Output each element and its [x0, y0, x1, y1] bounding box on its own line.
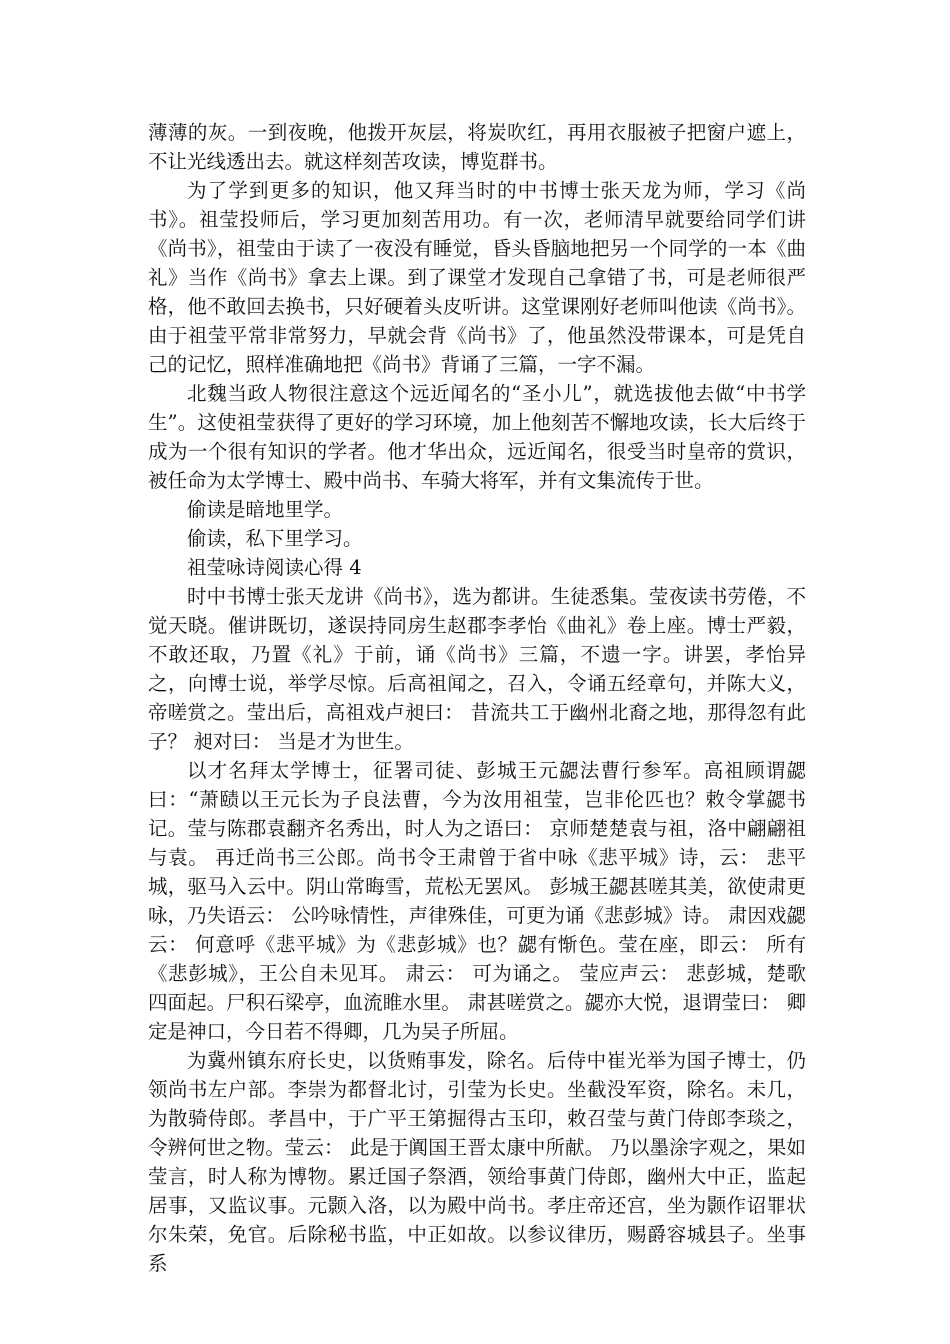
section-heading: 祖莹咏诗阅读心得 4	[187, 556, 362, 579]
paragraph: 偷读是暗地里学。	[187, 498, 344, 521]
paragraph: 北魏当政人物很注意这个远近闻名的“圣小儿”，就选拔他去做“中书学生”。这使祖莹获得了更好的学习环境，加上他刻苦不懈地攻读，长大后终于成为一个很有知识的学者。他才华出众，远近闻名，很受当时皇帝的赏识，被任命为太学博士、殿中尚书、车骑大将军，并有文集流传于世。	[148, 382, 806, 492]
paragraph: 偷读，私下里学习。	[187, 527, 363, 550]
paragraph: 以才名拜太学博士，征署司徒、彭城王元勰法曹行参军。高祖顾谓勰曰：“萧赜以王元长为子良法曹，今为汝用祖莹，岂非伦匹也？敕令掌勰书记。莹与陈郡袁翻齐名秀出，时人为之语曰： 京师楚楚袁与祖，洛中翩翩祖与袁。 再迁尚书三公郎。尚书令王肃曾于省中咏《悲平城》诗，云： 悲平城，驱马入云中。阴山常晦雪，荒松无罢风。 彭城王勰甚嗟其美，欲使肃更咏，乃失语云： 公吟咏情性，声律殊佳，可更为诵《悲彭城》诗。 肃因戏勰云： 何意呼《悲平城》为《悲彭城》也？勰有惭色。莹在座，即云： 所有《悲彭城》，王公自未见耳。 肃云： 可为诵之。 莹应声云： 悲彭城，楚歌四面起。尸积石梁亭，血流睢水里。 肃甚嗟赏之。勰亦大悦，退谓莹曰： 卿定是神口，今日若不得卿，几为吴子所屈。	[148, 759, 806, 1043]
document-body	[148, 118, 806, 1278]
paragraph: 为了学到更多的知识，他又拜当时的中书博士张天龙为师，学习《尚书》。祖莹投师后，学习更加刻苦用功。有一次，老师清早就要给同学们讲《尚书》，祖莹由于读了一夜没有睡觉，昏头昏脑地把另一个同学的一本《曲礼》当作《尚书》拿去上课。到了课堂才发现自己拿错了书，可是老师很严格，他不敢回去换书，只好硬着头皮听讲。这堂课刚好老师叫他读《尚书》。由于祖莹平常非常努力，早就会背《尚书》了，他虽然没带课本，可是凭自己的记忆，照样准确地把《尚书》背诵了三篇，一字不漏。	[148, 179, 806, 376]
paragraph: 薄薄的灰。一到夜晚，他拨开灰层，将炭吹红，再用衣服被子把窗户遮上，不让光线透出去。就这样刻苦攻读，博览群书。	[148, 121, 806, 173]
paragraph: 时中书博士张天龙讲《尚书》，选为都讲。生徒悉集。莹夜读书劳倦，不觉天晓。催讲既切，遂误持同房生赵郡李孝怡《曲礼》卷上座。博士严毅，不敢还取，乃置《礼》于前，诵《尚书》三篇，不遗一字。讲罢，孝怡异之，向博士说，举学尽惊。后高祖闻之，召入，令诵五经章句，并陈大义，帝嗟赏之。莹出后，高祖戏卢昶曰： 昔流共工于幽州北裔之地，那得忽有此子？ 昶对曰： 当是才为世生。	[148, 585, 806, 753]
paragraph: 为冀州镇东府长史，以货贿事发，除名。后侍中崔光举为国子博士，仍领尚书左户部。李崇为都督北讨，引莹为长史。坐截没军资，除名。未几，为散骑侍郎。孝昌中，于广平王第掘得古玉印，敕召莹与黄门侍郎李琰之，令辨何世之物。莹云： 此是于阗国王晋太康中所献。 乃以墨涂字观之，果如莹言，时人称为博物。累迁国子祭酒，领给事黄门侍郎，幽州大中正，监起居事，又监议事。元颢入洛，以为殿中尚书。孝庄帝还宫，坐为颢作诏罪状尔朱荣，免官。后除秘书监，中正如故。以参议律历，赐爵容城县子。坐事系	[148, 1049, 806, 1275]
